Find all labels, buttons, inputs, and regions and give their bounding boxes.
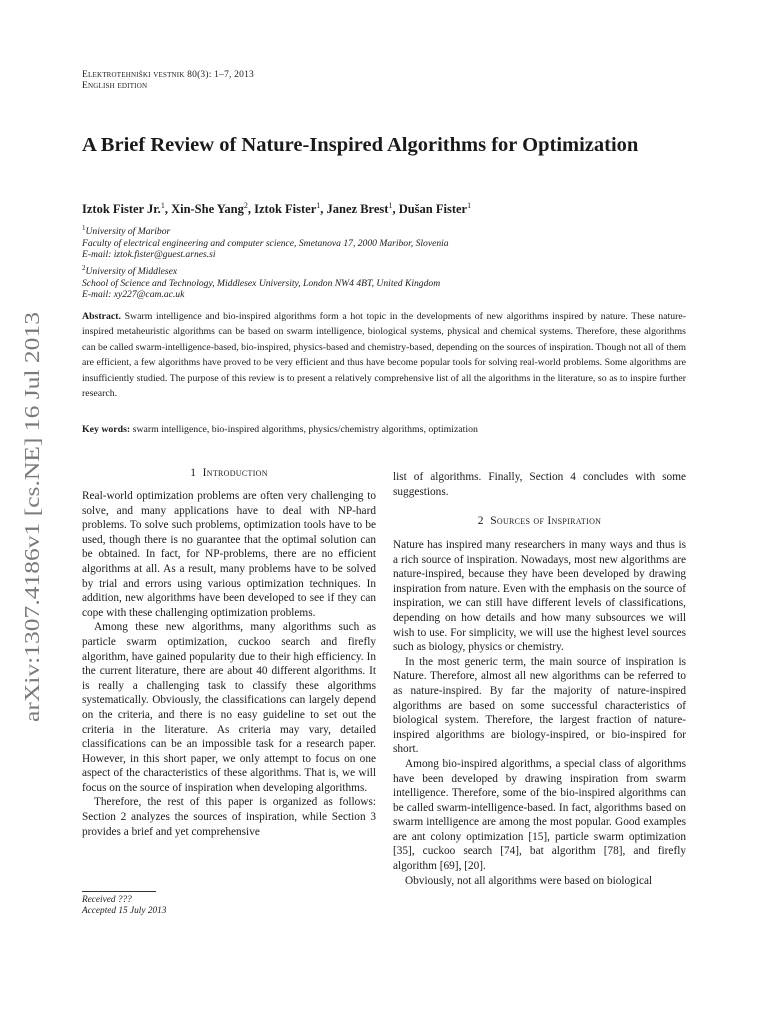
email-1[interactable]: E-mail: iztok.fister@guest.arnes.si [82,249,216,261]
abstract [82,309,686,401]
paragraph: Among these new algorithms, many algorithms such as particle swarm optimization, cuckoo search and firefly algorithm, have gained popularity due to their high efficiency. In the current literature, there are about 40 different algorithms. It is really a challenging task to classify these algorithms systematically. Obviously, the classifications can largely depend on the criteria, and there is no easy guideline to set out the criteria in the literature. As criteria may vary, detailed classifications can be an impossible task for a research paper. However, in this short paper, we only attempt to focus on one aspect of the characteristics of these algorithms. That is, we will focus on the source of inspiration when developing algorithms. [82,621,376,794]
arxiv-stamp [18,310,46,730]
received-date: Received ??? [82,895,132,905]
footnote-rule [82,891,156,892]
affiliation-2: $^2$University of Middlesex School of Science and Technology, Middlesex University, London NW4 4BT, United Kingdom E-mail: xy227@cam.ac.uk [82,263,702,301]
footnotes [82,895,166,917]
author: Xin-She Yang$^2$ [171,201,248,217]
author: Janez Brest$^1$ [326,201,393,217]
journal-citation: Elektrotehniški vestnik 80(3): 1–7, 2013 [82,70,254,80]
arxiv-stamp-text: arXiv:1307.4186v1 [cs.NE] 16 Jul 2013 [20,384,44,722]
accepted-date: Accepted 15 July 2013 [82,906,167,916]
paragraph: In the most generic term, the main source of inspiration is Nature. Therefore, almost all new algorithms can be referred to as nature-inspired. By far the majority of nature-inspired algorithms are based on some successful characteristics of biological system. Therefore, the largest fraction of nature-inspired algorithms are biology-inspired, or bio-inspired for short. [393,655,686,756]
paper-title: A Brief Review of Nature-Inspired Algorithms for Optimization [82,134,639,156]
paragraph: Nature has inspired many researchers in many ways and thus is a rich source of inspiration. Nowadays, most new algorithms are nature-inspired, because they have been developed by drawing inspiration from nature. Even with the emphasis on the source of inspiration, we can still have different levels of classifications, depending on how details and how many subsources we will wish to use. For simplicity, we will use the highest level sources such as biology, physics or chemistry. [393,539,686,654]
keywords [82,423,686,436]
paragraph: Among bio-inspired algorithms, a special class of algorithms have been developed by drawing inspiration from swarm intelligence. Therefore, some of the bio-inspired algorithms can be called swarm-intelligence-based. In fact, algorithms based on swarm intelligence are among the most popular. Good examples are ant colony optimization [15], particle swarm optimization [35], cuckoo search [74], bat algorithm [78], and firefly algorithm [69], [20]. [393,757,686,873]
journal-header [82,70,254,92]
paragraph: list of algorithms. Finally, Section 4 concludes with some suggestions. [393,471,686,498]
keywords-label: Key words: [82,424,131,435]
paragraph: Obviously, not all algorithms were based on biological [405,874,653,887]
journal-edition: English edition [82,81,148,91]
section-heading-introduction: 1 Introduction [190,467,268,479]
abstract-text: Swarm intelligence and bio-inspired algorithms form a hot topic in the developments of new algorithms inspired by nature. These nature-inspired metaheuristic algorithms can be based on swarm intelligence, biological systems, physical and chemical systems. Therefore, these algorithms can be called swarm-intelligence-based, bio-inspired, physics-based and chemistry-based, depending on the sources of inspiration. Though not all of them are efficient, a few algorithms have proved to be very efficient and thus have become popular tools for solving real-world problems. Some algorithms are insufficiently studied. The purpose of this review is to present a relatively comprehensive list of all the algorithms in the literature, so as to inspire further research. [82,311,686,400]
left-column [82,489,376,839]
keywords-text: swarm intelligence, bio-inspired algorithms, physics/chemistry algorithms, optimization [132,424,478,435]
affiliation-1: $^1$University of Maribor Faculty of electrical engineering and computer science, Smetanova 17, 2000 Maribor, Slovenia E-mail: iztok.fister@guest.arnes.si [82,223,702,261]
section-heading-sources: 2 Sources of Inspiration [477,515,602,527]
paragraph: Real-world optimization problems are often very challenging to solve, and many applications have to deal with NP-hard problems. To solve such problems, optimization tools have to be used, though there is no guarantee that the optimal solution can be obtained. In fact, for NP-problems, there are no efficient algorithms at all. As a result, many problems have to be solved by trial and errors using various optimization techniques. In addition, new algorithms have been developed to see if they can cope with these challenging optimization problems. [82,490,376,619]
abstract-label: Abstract. [82,311,121,322]
right-column-section2 [393,538,686,888]
affiliations [82,223,702,303]
right-column [393,470,686,499]
author: Iztok Fister$^1$ [254,201,321,217]
author-list: Iztok Fister Jr.$^1$, Xin-She Yang$^2$, Iztok Fister$^1$, Janez Brest$^1$, Dušan Fister$^1$ [82,201,472,217]
author: Iztok Fister Jr.$^1$ [82,201,165,217]
email-2[interactable]: E-mail: xy227@cam.ac.uk [82,289,185,301]
author: Dušan Fister$^1$ [398,201,472,217]
paragraph: Therefore, the rest of this paper is organized as follows: Section 2 analyzes the sources of inspiration, while Section 3 provides a brief and yet comprehensive [82,796,376,838]
